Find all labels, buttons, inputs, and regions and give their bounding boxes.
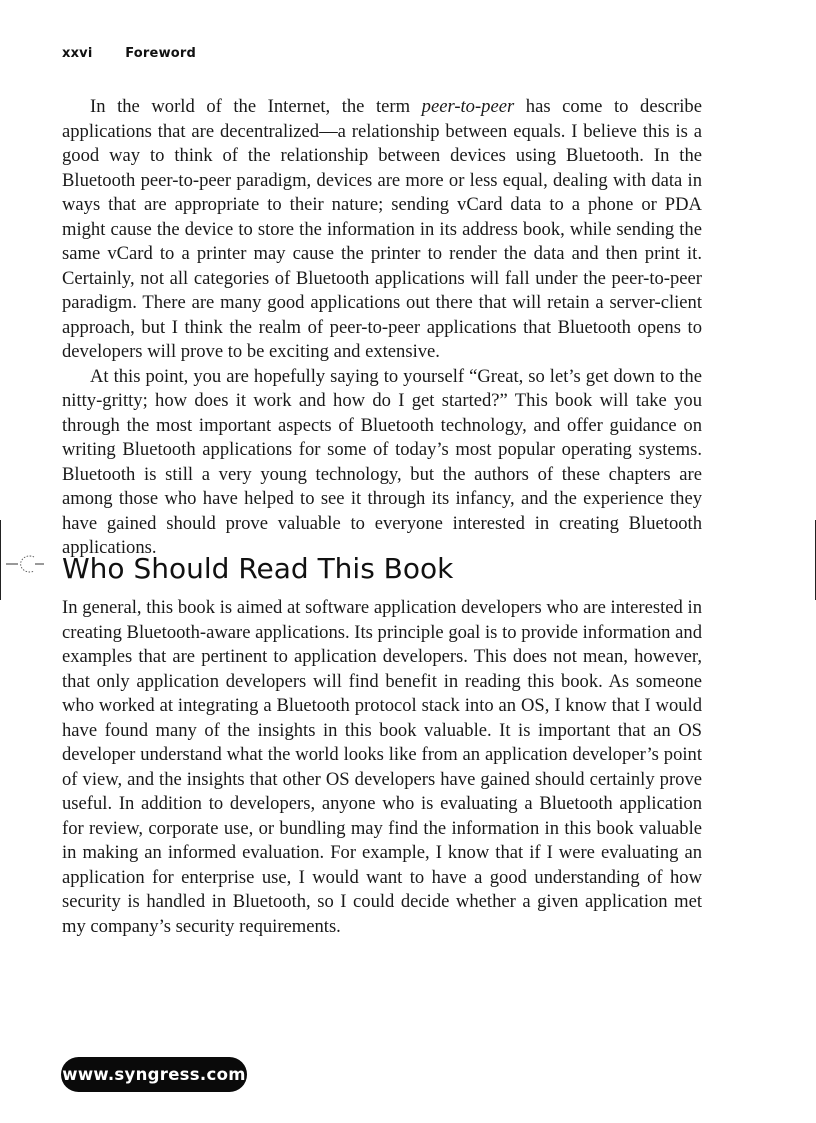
paragraph-rest-text: has come to describe applications that are decentralized—a relationship between equals. I believe this is a good way to think of the relationship between devices using Bluetooth. In the Bluetooth peer-to-peer paradigm, devices are more or less equal, dealing with data in ways that are appropriate to their nature; sending vCard data to a phone or PDA might cause the device to store the information in its address book, while sending the same vCard to a printer may cause the printer to render the data and then print it. Certainly, not all categories of Bluetooth applications will fall under the peer-to-peer paradigm. There are many good applications out there that will retain a server-client approach, but I think the realm of peer-to-peer applications that Bluetooth opens to developers will prove to be exciting and extensive. <box>62 96 702 362</box>
foreword-body-bottom <box>62 596 702 939</box>
page-number: xxvi <box>62 46 93 61</box>
paragraph-getting-started: At this point, you are hopefully saying to yourself “Great, so let’s get down to the nitty-gritty; how does it work and how do I get started?” This book will take you through the most important aspects of Bluetooth technology, and offer guidance on writing Bluetooth applications for some of today’s most popular operating systems. Bluetooth is still a very young technology, but the authors of these chapters are among those who have helped to see it through its infancy, and the experience they have gained should prove valuable to everyone interested in creating Bluetooth applications. <box>62 365 702 558</box>
registration-mark-icon <box>6 552 46 576</box>
running-head-title: Foreword <box>125 46 197 61</box>
paragraph-audience: In general, this book is aimed at software application developers who are interested in creating Bluetooth-aware applications. Its principle goal is to provide information and examples that are pertinent to application developers. This does not mean, however, that only application developers will find benefit in reading this book. As someone who worked at integrating a Bluetooth protocol stack into an OS, I know that I would have found many of the insights in this book valuable. It is important that an OS developer understand what the world looks like from an application developer’s point of view, and the insights that other OS developers have gained should certainly prove useful. In addition to developers, anyone who is evaluating a Bluetooth application for review, corporate use, or bundling may find the information in this book valuable in making an informed evaluation. For example, I know that if I were evaluating an application for enterprise use, I would want to have a good understanding of how security is handled in Bluetooth, so I could decide whether a given application met my company’s security requirements. <box>62 597 702 937</box>
crop-mark-left <box>0 520 1 600</box>
publisher-url-badge: www.syngress.com <box>61 1057 247 1092</box>
paragraph-lead-text: In the world of the Internet, the term <box>90 96 422 117</box>
term-emphasis: peer-to-peer <box>421 96 515 117</box>
running-head <box>62 46 196 61</box>
paragraph-peer-to-peer <box>62 95 702 365</box>
foreword-body-top <box>62 95 702 561</box>
section-heading: Who Should Read This Book <box>62 552 454 585</box>
